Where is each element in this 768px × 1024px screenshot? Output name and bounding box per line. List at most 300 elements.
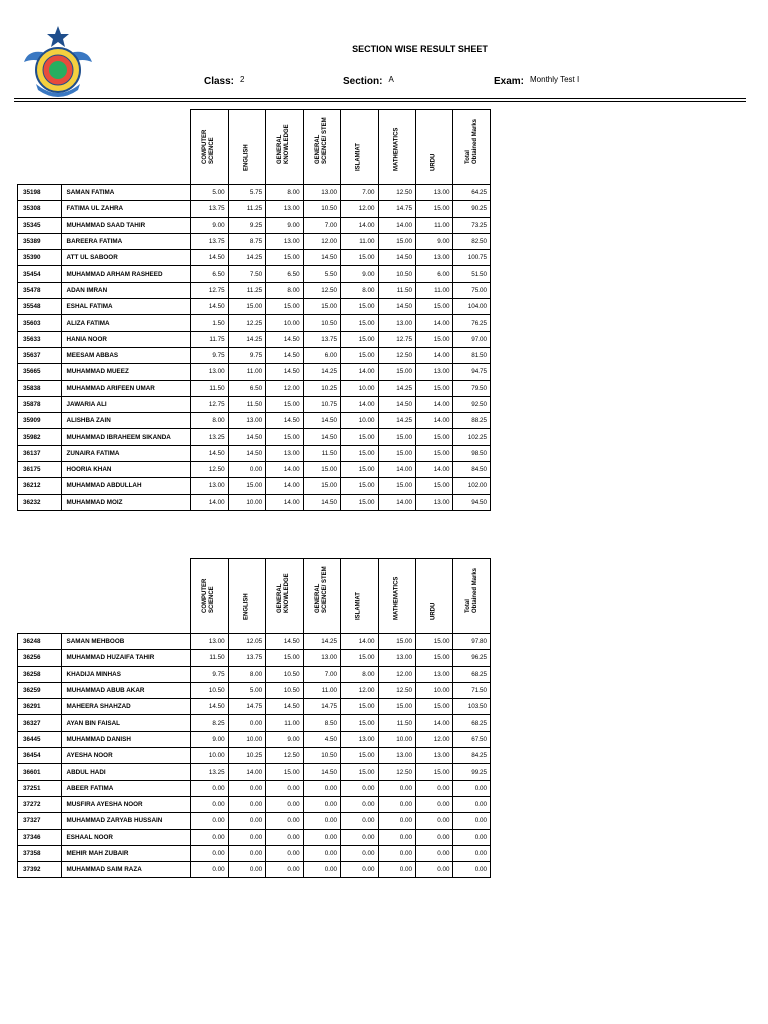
subject-mark: 13.00 bbox=[303, 185, 340, 201]
subject-mark: 0.00 bbox=[341, 845, 378, 861]
subject-mark: 14.50 bbox=[266, 634, 303, 650]
subject-mark: 13.00 bbox=[303, 650, 340, 666]
student-id: 36601 bbox=[18, 764, 62, 780]
total-marks: 51.50 bbox=[453, 266, 491, 282]
subject-mark: 13.00 bbox=[191, 478, 228, 494]
subject-mark: 12.00 bbox=[416, 731, 453, 747]
subject-mark: 5.00 bbox=[191, 185, 228, 201]
table-row bbox=[18, 796, 491, 812]
student-name: MAHEERA SHAHZAD bbox=[61, 699, 191, 715]
subject-mark: 12.50 bbox=[266, 748, 303, 764]
subject-mark: 10.50 bbox=[378, 266, 415, 282]
student-name: AYAN BIN FAISAL bbox=[61, 715, 191, 731]
total-marks: 94.50 bbox=[453, 494, 491, 510]
student-id: 36256 bbox=[18, 650, 62, 666]
table-row bbox=[18, 764, 491, 780]
subject-mark: 15.00 bbox=[341, 347, 378, 363]
subject-mark: 0.00 bbox=[378, 862, 415, 878]
student-id: 36248 bbox=[18, 634, 62, 650]
subject-mark: 9.00 bbox=[266, 217, 303, 233]
subject-mark: 4.50 bbox=[303, 731, 340, 747]
student-name: ATT UL SABOOR bbox=[61, 250, 191, 266]
subject-mark: 0.00 bbox=[341, 862, 378, 878]
student-name: FATIMA UL ZAHRA bbox=[61, 201, 191, 217]
table-row bbox=[18, 233, 491, 249]
subject-mark: 15.00 bbox=[266, 250, 303, 266]
subject-mark: 15.00 bbox=[378, 634, 415, 650]
table-row bbox=[18, 699, 491, 715]
table-row bbox=[18, 715, 491, 731]
table-row bbox=[18, 445, 491, 461]
total-marks: 97.00 bbox=[453, 331, 491, 347]
total-marks: 94.75 bbox=[453, 364, 491, 380]
subject-mark: 7.00 bbox=[303, 217, 340, 233]
subject-mark: 13.00 bbox=[378, 650, 415, 666]
total-marks: 82.50 bbox=[453, 233, 491, 249]
table-row bbox=[18, 347, 491, 363]
student-id: 37392 bbox=[18, 862, 62, 878]
subject-mark: 12.75 bbox=[191, 396, 228, 412]
subject-mark: 0.00 bbox=[266, 862, 303, 878]
student-name: MUHAMMAD HUZAIFA TAHIR bbox=[61, 650, 191, 666]
subject-mark: 15.00 bbox=[341, 650, 378, 666]
subject-mark: 6.00 bbox=[303, 347, 340, 363]
total-marks: 102.00 bbox=[453, 478, 491, 494]
column-header bbox=[303, 110, 340, 185]
subject-mark: 11.50 bbox=[191, 650, 228, 666]
subject-mark: 11.50 bbox=[378, 282, 415, 298]
subject-mark: 10.00 bbox=[266, 315, 303, 331]
school-logo bbox=[18, 22, 98, 98]
subject-mark: 14.00 bbox=[266, 478, 303, 494]
subject-mark: 15.00 bbox=[416, 764, 453, 780]
subject-mark: 11.00 bbox=[341, 233, 378, 249]
subject-mark: 13.75 bbox=[303, 331, 340, 347]
subject-mark: 15.00 bbox=[416, 634, 453, 650]
column-header bbox=[191, 110, 228, 185]
table-row bbox=[18, 396, 491, 412]
table-row bbox=[18, 650, 491, 666]
student-name: ADAN IMRAN bbox=[61, 282, 191, 298]
student-id: 36259 bbox=[18, 682, 62, 698]
student-id: 35478 bbox=[18, 282, 62, 298]
subject-mark: 14.50 bbox=[303, 494, 340, 510]
subject-mark: 14.25 bbox=[303, 364, 340, 380]
student-name: MUSFIRA AYESHA NOOR bbox=[61, 796, 191, 812]
subject-mark: 0.00 bbox=[303, 780, 340, 796]
subject-mark: 13.25 bbox=[191, 429, 228, 445]
table-row bbox=[18, 666, 491, 682]
subject-mark: 0.00 bbox=[416, 829, 453, 845]
table-row bbox=[18, 748, 491, 764]
subject-mark: 12.50 bbox=[378, 764, 415, 780]
subject-mark: 13.75 bbox=[191, 233, 228, 249]
student-name: MEESAM ABBAS bbox=[61, 347, 191, 363]
student-name: ALIZA FATIMA bbox=[61, 315, 191, 331]
subject-mark: 13.00 bbox=[191, 364, 228, 380]
table-row bbox=[18, 380, 491, 396]
subject-mark: 0.00 bbox=[303, 829, 340, 845]
subject-mark: 15.00 bbox=[341, 478, 378, 494]
subject-mark: 0.00 bbox=[266, 813, 303, 829]
table-row bbox=[18, 462, 491, 478]
table-row bbox=[18, 201, 491, 217]
subject-mark: 6.50 bbox=[266, 266, 303, 282]
subject-mark: 13.00 bbox=[416, 364, 453, 380]
subject-mark: 0.00 bbox=[191, 862, 228, 878]
total-marks: 0.00 bbox=[453, 845, 491, 861]
subject-mark: 13.00 bbox=[416, 250, 453, 266]
subject-mark: 15.00 bbox=[416, 478, 453, 494]
subject-mark: 10.00 bbox=[341, 380, 378, 396]
class-value: 2 bbox=[240, 75, 245, 84]
subject-mark: 13.00 bbox=[416, 494, 453, 510]
table-row bbox=[18, 862, 491, 878]
total-marks: 0.00 bbox=[453, 862, 491, 878]
subject-mark: 15.00 bbox=[266, 299, 303, 315]
subject-mark: 8.75 bbox=[228, 233, 265, 249]
subject-mark: 10.50 bbox=[266, 666, 303, 682]
subject-mark: 11.25 bbox=[228, 282, 265, 298]
subject-mark: 12.00 bbox=[341, 201, 378, 217]
student-id: 35982 bbox=[18, 429, 62, 445]
subject-mark: 14.25 bbox=[378, 380, 415, 396]
subject-mark: 15.00 bbox=[378, 445, 415, 461]
table-row bbox=[18, 331, 491, 347]
total-marks: 84.50 bbox=[453, 462, 491, 478]
subject-mark: 8.00 bbox=[266, 185, 303, 201]
student-name: MUHAMMAD MOIZ bbox=[61, 494, 191, 510]
subject-mark: 0.00 bbox=[341, 796, 378, 812]
subject-mark: 15.00 bbox=[341, 699, 378, 715]
subject-mark: 7.00 bbox=[341, 185, 378, 201]
student-name: MUHAMMAD SAIM RAZA bbox=[61, 862, 191, 878]
table-row bbox=[18, 478, 491, 494]
subject-mark: 0.00 bbox=[416, 796, 453, 812]
subject-mark: 15.00 bbox=[266, 764, 303, 780]
subject-mark: 11.50 bbox=[228, 396, 265, 412]
subject-mark: 0.00 bbox=[341, 829, 378, 845]
subject-mark: 15.00 bbox=[341, 331, 378, 347]
student-name: BAREERA FATIMA bbox=[61, 233, 191, 249]
subject-mark: 15.00 bbox=[416, 445, 453, 461]
subject-mark: 15.00 bbox=[341, 748, 378, 764]
subject-mark: 0.00 bbox=[228, 715, 265, 731]
student-id: 37327 bbox=[18, 813, 62, 829]
section-field bbox=[343, 76, 394, 87]
subject-mark: 0.00 bbox=[378, 780, 415, 796]
subject-mark: 8.50 bbox=[303, 715, 340, 731]
subject-mark: 15.00 bbox=[378, 478, 415, 494]
table-row bbox=[18, 217, 491, 233]
subject-mark: 5.75 bbox=[228, 185, 265, 201]
total-marks: 68.25 bbox=[453, 666, 491, 682]
section-value: A bbox=[388, 75, 394, 84]
column-header bbox=[228, 110, 265, 185]
student-name: ABDUL HADI bbox=[61, 764, 191, 780]
student-name: MUHAMMAD ABDULLAH bbox=[61, 478, 191, 494]
subject-mark: 15.00 bbox=[416, 699, 453, 715]
subject-mark: 0.00 bbox=[266, 845, 303, 861]
subject-mark: 11.50 bbox=[378, 715, 415, 731]
student-name: MUHAMMAD ARIFEEN UMAR bbox=[61, 380, 191, 396]
subject-mark: 12.00 bbox=[303, 233, 340, 249]
student-name: MUHAMMAD SAAD TAHIR bbox=[61, 217, 191, 233]
subject-mark: 0.00 bbox=[303, 845, 340, 861]
column-header-label: Total Obtained Marks bbox=[464, 118, 478, 164]
student-id: 37272 bbox=[18, 796, 62, 812]
student-name: ESHAL FATIMA bbox=[61, 299, 191, 315]
subject-mark: 10.00 bbox=[378, 731, 415, 747]
column-header-label: GENERAL KNOWLEDGE bbox=[277, 124, 291, 164]
subject-mark: 11.75 bbox=[191, 331, 228, 347]
subject-mark: 14.00 bbox=[266, 462, 303, 478]
subject-mark: 0.00 bbox=[228, 780, 265, 796]
subject-mark: 0.00 bbox=[341, 813, 378, 829]
subject-mark: 9.75 bbox=[228, 347, 265, 363]
subject-mark: 11.25 bbox=[228, 201, 265, 217]
subject-mark: 10.25 bbox=[228, 748, 265, 764]
student-id: 36291 bbox=[18, 699, 62, 715]
student-name: SAMAN FATIMA bbox=[61, 185, 191, 201]
column-header-label: COMPUTER SCIENCE bbox=[202, 578, 216, 613]
student-id: 36258 bbox=[18, 666, 62, 682]
subject-mark: 13.00 bbox=[341, 731, 378, 747]
subject-mark: 13.75 bbox=[191, 201, 228, 217]
student-name: ESHAAL NOOR bbox=[61, 829, 191, 845]
student-name: HANIA NOOR bbox=[61, 331, 191, 347]
student-id: 35909 bbox=[18, 413, 62, 429]
column-header bbox=[266, 110, 303, 185]
total-marks: 75.00 bbox=[453, 282, 491, 298]
student-id: 35198 bbox=[18, 185, 62, 201]
subject-mark: 15.00 bbox=[341, 315, 378, 331]
column-header bbox=[266, 559, 303, 634]
subject-mark: 0.00 bbox=[228, 862, 265, 878]
subject-mark: 15.00 bbox=[266, 396, 303, 412]
subject-mark: 7.00 bbox=[303, 666, 340, 682]
table-row bbox=[18, 682, 491, 698]
column-header bbox=[416, 559, 453, 634]
subject-mark: 13.00 bbox=[266, 201, 303, 217]
column-header bbox=[378, 110, 415, 185]
subject-mark: 12.00 bbox=[341, 682, 378, 698]
table-row bbox=[18, 266, 491, 282]
subject-mark: 14.00 bbox=[378, 217, 415, 233]
subject-mark: 10.00 bbox=[228, 731, 265, 747]
subject-mark: 0.00 bbox=[191, 796, 228, 812]
subject-mark: 14.00 bbox=[378, 494, 415, 510]
subject-mark: 12.00 bbox=[266, 380, 303, 396]
subject-mark: 12.75 bbox=[191, 282, 228, 298]
subject-mark: 6.50 bbox=[191, 266, 228, 282]
student-id: 36445 bbox=[18, 731, 62, 747]
total-marks: 79.50 bbox=[453, 380, 491, 396]
subject-mark: 8.00 bbox=[341, 282, 378, 298]
subject-mark: 14.00 bbox=[416, 347, 453, 363]
student-name: AYESHA NOOR bbox=[61, 748, 191, 764]
table-row bbox=[18, 780, 491, 796]
student-name: MUHAMMAD ARHAM RASHEED bbox=[61, 266, 191, 282]
exam-field bbox=[494, 76, 579, 87]
column-header bbox=[453, 559, 491, 634]
subject-mark: 14.50 bbox=[378, 250, 415, 266]
subject-mark: 1.50 bbox=[191, 315, 228, 331]
total-marks: 84.25 bbox=[453, 748, 491, 764]
exam-label: Exam: bbox=[494, 76, 525, 87]
subject-mark: 14.50 bbox=[191, 250, 228, 266]
subject-mark: 9.75 bbox=[191, 666, 228, 682]
subject-mark: 12.50 bbox=[191, 462, 228, 478]
subject-mark: 12.75 bbox=[378, 331, 415, 347]
column-header bbox=[341, 110, 378, 185]
subject-mark: 0.00 bbox=[416, 813, 453, 829]
table-row bbox=[18, 315, 491, 331]
subject-mark: 14.00 bbox=[341, 396, 378, 412]
subject-mark: 14.50 bbox=[303, 250, 340, 266]
subject-mark: 0.00 bbox=[266, 780, 303, 796]
total-marks: 98.50 bbox=[453, 445, 491, 461]
total-marks: 100.75 bbox=[453, 250, 491, 266]
student-name: KHADIJA MINHAS bbox=[61, 666, 191, 682]
subject-mark: 0.00 bbox=[378, 796, 415, 812]
subject-mark: 11.00 bbox=[416, 282, 453, 298]
column-header-label: COMPUTER SCIENCE bbox=[202, 129, 216, 164]
subject-mark: 14.25 bbox=[303, 634, 340, 650]
subject-mark: 14.00 bbox=[416, 315, 453, 331]
subject-mark: 13.00 bbox=[378, 748, 415, 764]
subject-mark: 14.50 bbox=[191, 299, 228, 315]
student-name: MUHAMMAD DANISH bbox=[61, 731, 191, 747]
subject-mark: 14.00 bbox=[228, 764, 265, 780]
subject-mark: 14.00 bbox=[378, 462, 415, 478]
column-header bbox=[378, 559, 415, 634]
subject-mark: 15.00 bbox=[341, 494, 378, 510]
subject-mark: 0.00 bbox=[378, 813, 415, 829]
subject-mark: 15.00 bbox=[341, 250, 378, 266]
subject-mark: 14.25 bbox=[228, 250, 265, 266]
subject-mark: 15.00 bbox=[416, 429, 453, 445]
subject-mark: 9.75 bbox=[191, 347, 228, 363]
subject-mark: 15.00 bbox=[303, 299, 340, 315]
student-id: 35548 bbox=[18, 299, 62, 315]
subject-mark: 9.00 bbox=[191, 217, 228, 233]
table-row bbox=[18, 364, 491, 380]
student-id: 35637 bbox=[18, 347, 62, 363]
subject-mark: 15.00 bbox=[416, 650, 453, 666]
table-row bbox=[18, 731, 491, 747]
column-header-label: ENGLISH bbox=[243, 593, 250, 620]
total-marks: 102.25 bbox=[453, 429, 491, 445]
subject-mark: 14.00 bbox=[341, 217, 378, 233]
student-name: ABEER FATIMA bbox=[61, 780, 191, 796]
student-id: 35389 bbox=[18, 233, 62, 249]
student-name: MEHIR MAH ZUBAIR bbox=[61, 845, 191, 861]
column-header-label: GENERAL KNOWLEDGE bbox=[277, 573, 291, 613]
subject-mark: 10.50 bbox=[303, 748, 340, 764]
header-divider bbox=[14, 101, 746, 102]
total-marks: 0.00 bbox=[453, 829, 491, 845]
subject-mark: 0.00 bbox=[416, 845, 453, 861]
header-divider bbox=[14, 98, 746, 99]
subject-mark: 0.00 bbox=[191, 780, 228, 796]
subject-mark: 15.00 bbox=[303, 478, 340, 494]
subject-mark: 14.50 bbox=[228, 429, 265, 445]
result-table-1 bbox=[17, 109, 491, 511]
subject-mark: 15.00 bbox=[228, 478, 265, 494]
subject-mark: 0.00 bbox=[303, 862, 340, 878]
subject-mark: 14.75 bbox=[228, 699, 265, 715]
student-id: 35878 bbox=[18, 396, 62, 412]
subject-mark: 0.00 bbox=[191, 813, 228, 829]
student-id: 37358 bbox=[18, 845, 62, 861]
column-header bbox=[341, 559, 378, 634]
total-marks: 88.25 bbox=[453, 413, 491, 429]
subject-mark: 15.00 bbox=[341, 764, 378, 780]
subject-mark: 15.00 bbox=[341, 445, 378, 461]
total-marks: 0.00 bbox=[453, 813, 491, 829]
column-header bbox=[416, 110, 453, 185]
subject-mark: 13.00 bbox=[228, 413, 265, 429]
student-id: 36137 bbox=[18, 445, 62, 461]
student-id: 37251 bbox=[18, 780, 62, 796]
subject-mark: 14.50 bbox=[303, 764, 340, 780]
subject-mark: 10.00 bbox=[416, 682, 453, 698]
subject-mark: 14.50 bbox=[266, 331, 303, 347]
total-marks: 68.25 bbox=[453, 715, 491, 731]
subject-mark: 11.00 bbox=[228, 364, 265, 380]
subject-mark: 13.00 bbox=[378, 315, 415, 331]
table-row bbox=[18, 829, 491, 845]
subject-mark: 0.00 bbox=[416, 780, 453, 796]
exam-value: Monthly Test I bbox=[530, 75, 580, 84]
subject-mark: 12.50 bbox=[378, 682, 415, 698]
total-marks: 71.50 bbox=[453, 682, 491, 698]
subject-mark: 11.00 bbox=[416, 217, 453, 233]
subject-mark: 12.50 bbox=[378, 347, 415, 363]
subject-mark: 9.00 bbox=[341, 266, 378, 282]
subject-mark: 14.50 bbox=[378, 299, 415, 315]
subject-mark: 0.00 bbox=[303, 813, 340, 829]
subject-mark: 14.00 bbox=[416, 413, 453, 429]
student-id: 36327 bbox=[18, 715, 62, 731]
subject-mark: 0.00 bbox=[228, 845, 265, 861]
section-label: Section: bbox=[343, 76, 383, 87]
subject-mark: 0.00 bbox=[228, 829, 265, 845]
subject-mark: 0.00 bbox=[303, 796, 340, 812]
student-name: MUHAMMAD IBRAHEEM SIKANDA bbox=[61, 429, 191, 445]
total-marks: 104.00 bbox=[453, 299, 491, 315]
subject-mark: 13.00 bbox=[416, 185, 453, 201]
total-marks: 67.50 bbox=[453, 731, 491, 747]
student-id: 36212 bbox=[18, 478, 62, 494]
subject-mark: 15.00 bbox=[341, 462, 378, 478]
subject-mark: 15.00 bbox=[378, 699, 415, 715]
subject-mark: 15.00 bbox=[266, 429, 303, 445]
student-id: 35454 bbox=[18, 266, 62, 282]
student-id: 35603 bbox=[18, 315, 62, 331]
subject-mark: 14.00 bbox=[416, 396, 453, 412]
subject-mark: 14.25 bbox=[228, 331, 265, 347]
subject-mark: 10.50 bbox=[303, 201, 340, 217]
subject-mark: 15.00 bbox=[416, 331, 453, 347]
column-header-label: GENERAL SCIENCE/ STEM bbox=[314, 566, 328, 613]
subject-mark: 12.05 bbox=[228, 634, 265, 650]
subject-mark: 8.00 bbox=[341, 666, 378, 682]
subject-mark: 10.75 bbox=[303, 396, 340, 412]
column-header bbox=[303, 559, 340, 634]
column-header-label: MATHEMATICS bbox=[393, 576, 400, 620]
